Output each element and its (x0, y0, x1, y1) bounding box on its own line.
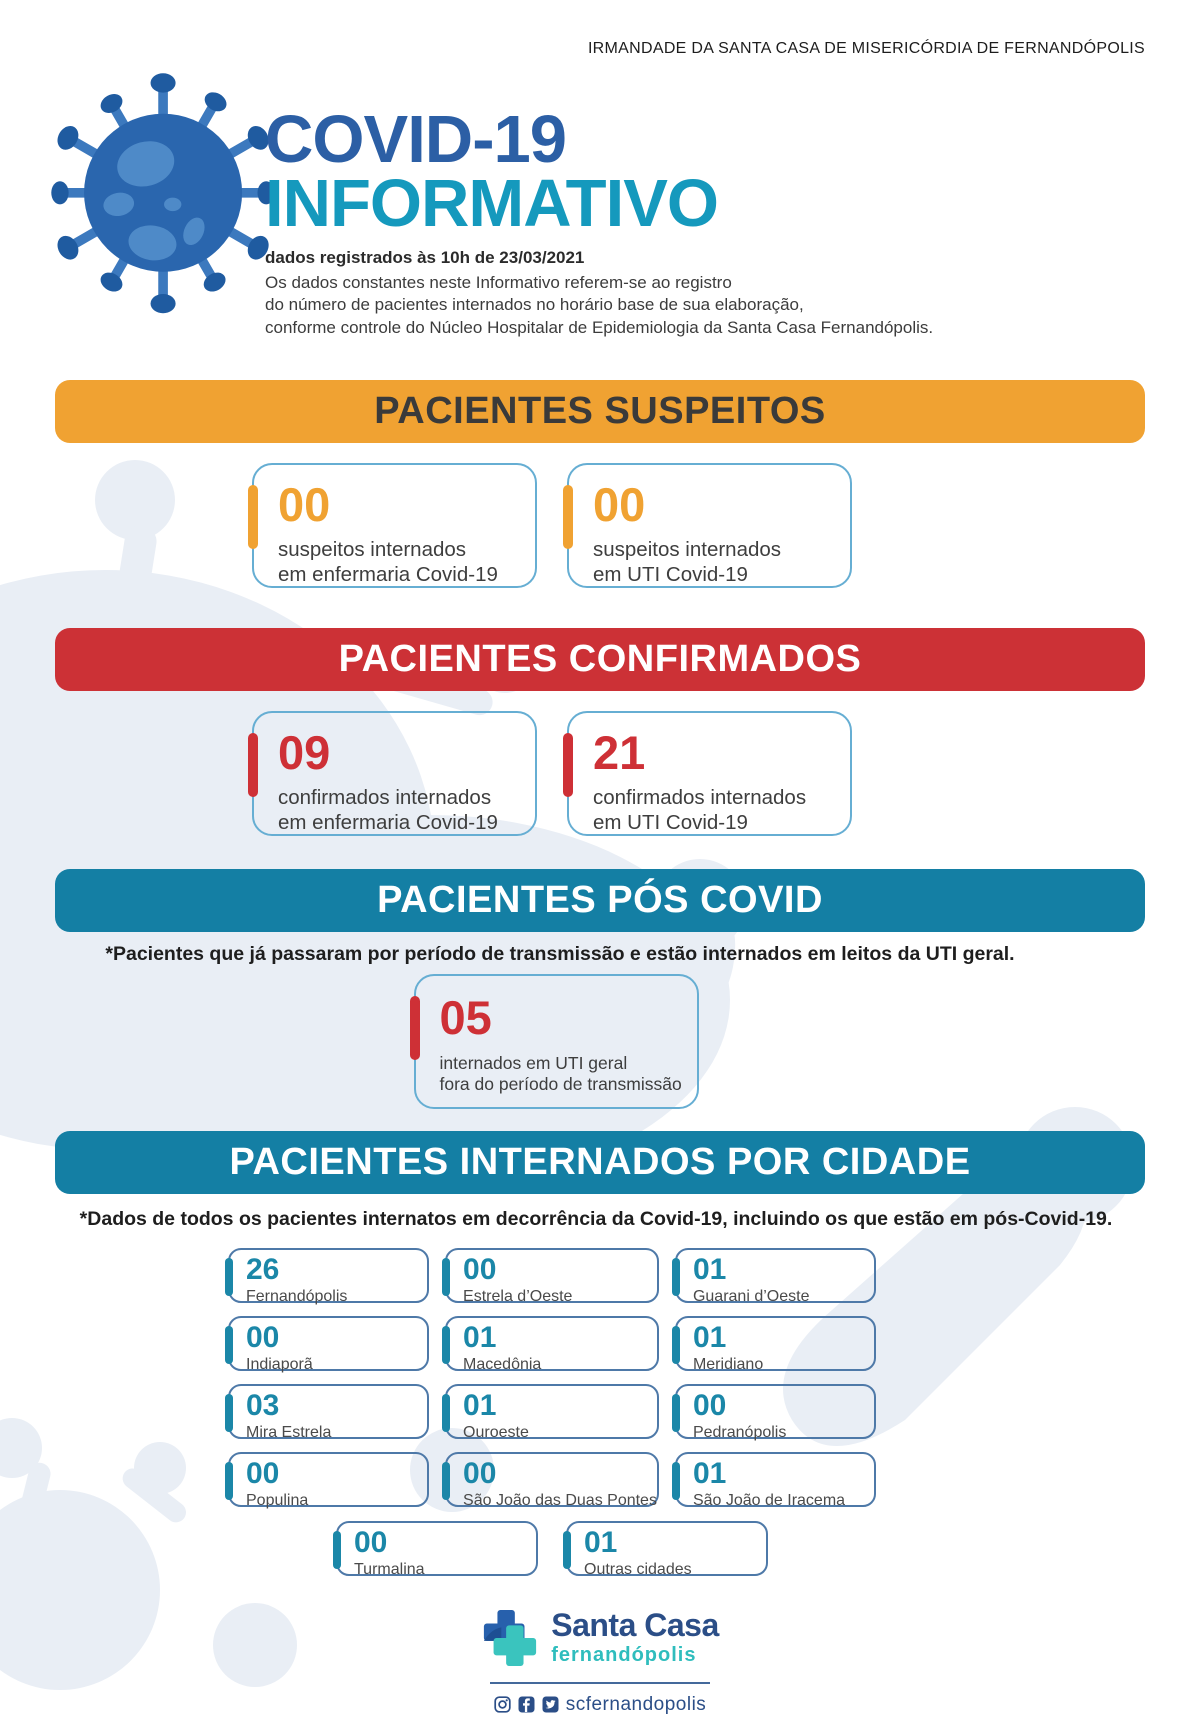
accent-bar (333, 1531, 341, 1569)
city-card (675, 1384, 876, 1439)
stat-value: 00 (593, 477, 646, 531)
city-count: 00 (246, 1456, 280, 1490)
banner-pacientes-suspeitos: PACIENTES SUSPEITOS (55, 380, 1145, 443)
stat-card-suspeitos-uti (567, 463, 852, 588)
city-cards-last-row (7, 1521, 1097, 1576)
suspeitos-cards (7, 463, 1097, 588)
social-handle: scfernandopolis (565, 1693, 707, 1715)
stat-value: 00 (278, 477, 331, 531)
brand-subtitle: fernandópolis (551, 1643, 697, 1666)
city-count: 01 (463, 1388, 497, 1422)
accent-bar (672, 1394, 680, 1432)
social-row (494, 1694, 707, 1716)
accent-bar (442, 1258, 450, 1296)
city-card (228, 1248, 429, 1303)
description-line: Os dados constantes neste Informativo referem-se ao registro (265, 272, 732, 292)
accent-bar (563, 485, 573, 549)
city-name: Estrela d’Oeste (463, 1287, 573, 1305)
accent-bar (563, 1531, 571, 1569)
instagram-icon (494, 1696, 511, 1713)
title-informativo: INFORMATIVO (265, 166, 718, 242)
city-cards-grid (228, 1248, 876, 1507)
brand-text (551, 1606, 719, 1667)
stat-card-confirmados-enfermaria (252, 711, 537, 836)
city-name: Ouroeste (463, 1423, 529, 1441)
city-card (228, 1452, 429, 1507)
accent-bar (225, 1462, 233, 1500)
city-count: 01 (692, 1320, 727, 1354)
title-covid19: COVID-19 (265, 102, 567, 177)
stat-card-pos-covid (414, 974, 699, 1109)
accent-bar (442, 1462, 450, 1500)
pos-covid-note: *Pacientes que já passaram por período de transmissão e estão internados em leitos da UTI geral. (105, 942, 1015, 965)
twitter-icon (542, 1696, 559, 1713)
city-name: São João das Duas Pontes (463, 1491, 657, 1509)
stat-card-suspeitos-enfermaria (252, 463, 537, 588)
city-count: 03 (246, 1388, 280, 1422)
city-count: 00 (463, 1252, 497, 1286)
stat-label-line: em enfermaria Covid-19 (278, 562, 498, 586)
accent-bar (225, 1258, 233, 1296)
city-card (675, 1452, 876, 1507)
city-card (445, 1248, 659, 1303)
accent-bar (248, 485, 258, 549)
stat-label-line: suspeitos internados (278, 537, 467, 561)
accent-bar (410, 996, 420, 1060)
city-count: 00 (463, 1456, 497, 1490)
cross-icon (481, 1608, 539, 1668)
city-name: Macedônia (463, 1355, 542, 1373)
stat-value: 05 (439, 990, 492, 1044)
pos-covid-card-row (11, 974, 1101, 1109)
stat-value: 09 (278, 725, 331, 779)
city-count: 01 (463, 1320, 497, 1354)
city-card (445, 1452, 659, 1507)
accent-bar (442, 1326, 450, 1364)
coronavirus-icon (59, 68, 271, 306)
city-card (336, 1521, 538, 1576)
stat-label-line: em UTI Covid-19 (593, 810, 748, 834)
stat-label-line: suspeitos internados (593, 537, 782, 561)
city-card (228, 1384, 429, 1439)
stat-card-confirmados-uti (567, 711, 852, 836)
stat-label (278, 785, 535, 835)
city-card (675, 1248, 876, 1303)
organization-header: IRMANDADE DA SANTA CASA DE MISERICÓRDIA DE FERNANDÓPOLIS (587, 40, 1145, 57)
stat-label (440, 1053, 697, 1096)
city-card (445, 1384, 659, 1439)
city-card (445, 1316, 659, 1371)
brand-name: Santa Casa (551, 1606, 719, 1643)
city-name: Mira Estrela (246, 1423, 332, 1441)
stat-label-line: em UTI Covid-19 (593, 562, 748, 586)
city-name: Meridiano (692, 1355, 764, 1373)
cidades-note: *Dados de todos os pacientes internatos em decorrência da Covid-19, incluindo os que estão em pós-Covid-19. (79, 1207, 1113, 1230)
city-count: 00 (354, 1525, 388, 1559)
banner-pacientes-por-cidade: PACIENTES INTERNADOS POR CIDADE (55, 1131, 1145, 1194)
accent-bar (563, 733, 573, 797)
confirmados-cards (7, 711, 1097, 836)
stat-value: 21 (593, 725, 646, 779)
city-name: Turmalina (354, 1560, 425, 1578)
facebook-icon (518, 1696, 535, 1713)
city-name: Pedranópolis (692, 1423, 787, 1441)
city-card (228, 1316, 429, 1371)
city-count: 01 (584, 1525, 618, 1559)
city-count: 01 (692, 1252, 727, 1286)
city-name: Populina (246, 1491, 309, 1509)
accent-bar (442, 1394, 450, 1432)
stat-label-line: confirmados internados (593, 785, 807, 809)
stat-label (593, 785, 850, 835)
footer (55, 1608, 1145, 1716)
accent-bar (225, 1326, 233, 1364)
description (265, 272, 933, 339)
accent-bar (672, 1326, 680, 1364)
accent-bar (672, 1258, 680, 1296)
city-name: Indiaporã (246, 1355, 313, 1373)
accent-bar (248, 733, 258, 797)
city-name: Outras cidades (584, 1560, 692, 1578)
city-card (675, 1316, 876, 1371)
stat-label (278, 537, 535, 587)
header (55, 68, 1145, 339)
city-card (566, 1521, 768, 1576)
stat-label (593, 537, 850, 587)
city-name: Fernandópolis (246, 1287, 348, 1305)
stat-label-line: internados em UTI geral (439, 1052, 628, 1073)
description-line: do número de pacientes internados no horário base de sua elaboração, (265, 295, 804, 315)
banner-pacientes-confirmados: PACIENTES CONFIRMADOS (55, 628, 1145, 691)
city-name: Guarani d’Oeste (692, 1287, 810, 1305)
city-count: 01 (692, 1456, 727, 1490)
city-count: 00 (692, 1388, 727, 1422)
accent-bar (225, 1394, 233, 1432)
description-line: conforme controle do Núcleo Hospitalar de Epidemiologia da Santa Casa Fernandópolis. (265, 317, 934, 337)
stat-label-line: confirmados internados (278, 785, 492, 809)
city-name: São João de Iracema (692, 1491, 846, 1509)
stat-label-line: em enfermaria Covid-19 (278, 810, 498, 834)
banner-pacientes-pos-covid: PACIENTES PÓS COVID (55, 869, 1145, 932)
city-count: 00 (246, 1320, 280, 1354)
data-timestamp: dados registrados às 10h de 23/03/2021 (265, 247, 585, 267)
city-count: 26 (246, 1252, 280, 1286)
stat-label-line: fora do período de transmissão (439, 1074, 682, 1095)
accent-bar (672, 1462, 680, 1500)
footer-divider (490, 1682, 710, 1684)
santa-casa-logo (481, 1608, 719, 1668)
